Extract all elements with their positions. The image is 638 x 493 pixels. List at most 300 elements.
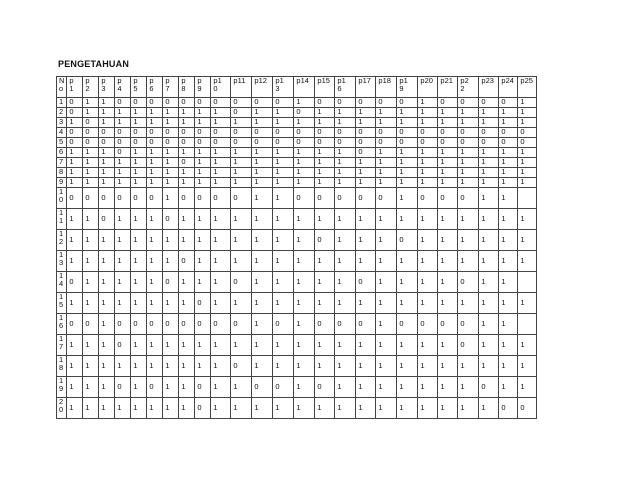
table-cell: 0 (147, 98, 163, 108)
table-cell: 0 (195, 398, 211, 419)
table-cell: 1 (252, 251, 273, 272)
table-cell: 1 (211, 168, 231, 178)
table-cell: 1 (397, 335, 418, 356)
table-cell: 1 (458, 251, 479, 272)
table-cell: 1 (418, 377, 438, 398)
table-cell: 1 (294, 209, 315, 230)
table-cell: 1 (356, 209, 376, 230)
table-cell: 1 (273, 178, 294, 188)
table-cell: 1 (163, 377, 179, 398)
table-cell: 0 (115, 148, 131, 158)
table-cell: 1 (273, 108, 294, 118)
table-cell: 1 (356, 377, 376, 398)
table-cell: 1 (163, 251, 179, 272)
header-p15: p15 (315, 77, 335, 98)
table-cell: 1 (499, 272, 518, 293)
table-cell: 1 (335, 118, 356, 128)
table-row (57, 377, 537, 398)
table-cell: 1 (418, 272, 438, 293)
table-cell: 1 (273, 335, 294, 356)
table-cell: 1 (397, 108, 418, 118)
table-cell: 1 (418, 158, 438, 168)
table-cell: 0 (252, 138, 273, 148)
table-cell: 0 (195, 377, 211, 398)
table-cell: 1 (231, 148, 252, 158)
row-number: 1 9 (57, 377, 67, 398)
table-cell: 1 (99, 356, 115, 377)
table-cell: 1 (499, 118, 518, 128)
table-cell: 0 (115, 377, 131, 398)
table-cell: 0 (458, 314, 479, 335)
table-cell: 1 (335, 293, 356, 314)
table-cell: 0 (499, 98, 518, 108)
table-cell: 1 (418, 118, 438, 128)
table-cell: 1 (356, 178, 376, 188)
table-cell: 1 (397, 148, 418, 158)
table-cell: 0 (115, 335, 131, 356)
table-cell: 1 (211, 356, 231, 377)
table-cell: 0 (195, 314, 211, 335)
table-row (57, 158, 537, 168)
table-cell: 0 (147, 377, 163, 398)
table-cell: 1 (294, 314, 315, 335)
table-cell: 1 (252, 168, 273, 178)
table-cell: 0 (115, 188, 131, 209)
table-cell: 1 (458, 118, 479, 128)
table-row (57, 118, 537, 128)
table-cell: 1 (518, 377, 537, 398)
table-cell: 1 (115, 168, 131, 178)
table-cell: 1 (179, 148, 195, 158)
table-cell: 1 (335, 251, 356, 272)
table-cell: 1 (99, 98, 115, 108)
table-cell: 0 (163, 272, 179, 293)
table-cell: 0 (231, 272, 252, 293)
header-p19: p1 9 (397, 77, 418, 98)
table-cell: 1 (179, 377, 195, 398)
table-cell: 1 (518, 158, 537, 168)
table-cell: 1 (147, 178, 163, 188)
table-cell: 0 (397, 138, 418, 148)
table-cell: 1 (131, 118, 147, 128)
table-cell: 1 (147, 168, 163, 178)
table-row (57, 188, 537, 209)
table-cell: 1 (458, 230, 479, 251)
table-cell: 1 (376, 178, 397, 188)
table-row (57, 148, 537, 158)
table-cell: 1 (438, 230, 458, 251)
table-cell: 1 (438, 398, 458, 419)
table-cell: 1 (131, 272, 147, 293)
table-cell: 0 (99, 138, 115, 148)
header-p6: p 6 (147, 77, 163, 98)
table-cell: 1 (195, 148, 211, 158)
table-cell: 1 (335, 209, 356, 230)
table-cell: 0 (99, 128, 115, 138)
table-cell: 1 (294, 98, 315, 108)
table-cell: 0 (418, 314, 438, 335)
table-cell: 1 (131, 398, 147, 419)
table-cell: 1 (438, 148, 458, 158)
table-cell: 1 (376, 272, 397, 293)
table-cell: 1 (315, 251, 335, 272)
table-cell: 1 (231, 377, 252, 398)
table-row (57, 251, 537, 272)
table-cell: 0 (518, 128, 537, 138)
table-cell: 1 (335, 272, 356, 293)
header-p24: p24 (499, 77, 518, 98)
table-cell: 1 (83, 98, 99, 108)
table-cell: 1 (479, 251, 499, 272)
table-cell: 1 (376, 356, 397, 377)
table-cell: 1 (518, 209, 537, 230)
table-cell: 1 (195, 251, 211, 272)
table-cell: 0 (499, 398, 518, 419)
table-cell: 1 (179, 335, 195, 356)
table-cell: 1 (147, 118, 163, 128)
table-cell: 0 (479, 138, 499, 148)
table-cell: 1 (131, 148, 147, 158)
table-cell: 0 (163, 98, 179, 108)
table-cell: 1 (115, 209, 131, 230)
table-cell: 0 (147, 314, 163, 335)
table-cell: 1 (231, 293, 252, 314)
table-cell: 1 (99, 377, 115, 398)
row-number: 9 (57, 178, 67, 188)
table-cell: 1 (418, 356, 438, 377)
row-number: 1 3 (57, 251, 67, 272)
table-cell: 1 (479, 398, 499, 419)
table-cell: 1 (231, 168, 252, 178)
table-cell: 1 (315, 209, 335, 230)
table-cell: 1 (376, 251, 397, 272)
table-cell: 0 (335, 138, 356, 148)
table-cell: 1 (99, 335, 115, 356)
table-cell: 1 (131, 168, 147, 178)
table-row (57, 209, 537, 230)
table-cell: 1 (479, 158, 499, 168)
row-number: 1 8 (57, 356, 67, 377)
table-cell: 0 (397, 230, 418, 251)
table-cell: 1 (163, 158, 179, 168)
table-cell: 1 (147, 209, 163, 230)
table-cell: 1 (252, 158, 273, 168)
table-cell: 1 (458, 356, 479, 377)
table-row (57, 108, 537, 118)
table-cell: 1 (376, 335, 397, 356)
table-cell: 0 (315, 314, 335, 335)
table-cell: 0 (231, 314, 252, 335)
table-cell: 1 (458, 108, 479, 118)
table-cell: 0 (211, 314, 231, 335)
table-cell: 0 (458, 98, 479, 108)
table-cell: 0 (195, 293, 211, 314)
row-number: 4 (57, 128, 67, 138)
table-cell: 1 (231, 118, 252, 128)
table-cell: 1 (335, 230, 356, 251)
table-cell: 1 (376, 314, 397, 335)
row-number: 2 (57, 108, 67, 118)
table-cell: 1 (294, 148, 315, 158)
header-p22: p2 2 (458, 77, 479, 98)
table-cell: 0 (115, 98, 131, 108)
table-cell: 1 (252, 188, 273, 209)
table-cell: 1 (499, 314, 518, 335)
table-cell: 1 (99, 178, 115, 188)
table-cell: 1 (518, 118, 537, 128)
table-cell: 1 (458, 158, 479, 168)
table-cell: 1 (179, 272, 195, 293)
header-p25: p25 (518, 77, 537, 98)
table-cell: 0 (356, 148, 376, 158)
table-cell: 1 (438, 356, 458, 377)
table-cell: 1 (418, 230, 438, 251)
table-cell: 1 (273, 148, 294, 158)
table-cell: 1 (356, 230, 376, 251)
table-cell: 0 (131, 314, 147, 335)
table-cell: 1 (356, 251, 376, 272)
table-cell: 1 (195, 230, 211, 251)
table-cell: 0 (195, 138, 211, 148)
table-cell: 1 (211, 158, 231, 168)
table-cell: 1 (83, 158, 99, 168)
table-cell: 1 (252, 108, 273, 118)
table-cell: 1 (315, 148, 335, 158)
row-number: 1 1 (57, 209, 67, 230)
table-cell: 1 (438, 118, 458, 128)
table-cell: 0 (315, 138, 335, 148)
table-cell: 1 (195, 209, 211, 230)
table-cell: 1 (115, 272, 131, 293)
table-cell: 1 (335, 148, 356, 158)
table-cell: 1 (438, 178, 458, 188)
table-cell: 1 (231, 158, 252, 168)
table-cell: 1 (479, 209, 499, 230)
table-cell: 0 (315, 98, 335, 108)
table-cell: 1 (83, 377, 99, 398)
header-p14: p14 (294, 77, 315, 98)
table-cell: 0 (67, 188, 83, 209)
table-cell: 1 (335, 335, 356, 356)
table-cell: 1 (418, 168, 438, 178)
table-cell: 1 (438, 108, 458, 118)
table-cell: 1 (179, 178, 195, 188)
table-cell: 0 (294, 138, 315, 148)
table-cell: 1 (418, 178, 438, 188)
table-cell: 1 (163, 398, 179, 419)
table-cell: 0 (163, 314, 179, 335)
table-cell: 1 (83, 251, 99, 272)
table-cell: 1 (418, 148, 438, 158)
table-cell: 1 (479, 168, 499, 178)
header-row (57, 77, 537, 98)
table-cell: 1 (252, 230, 273, 251)
table-cell: 1 (294, 168, 315, 178)
table-cell: 1 (231, 335, 252, 356)
table-cell: 1 (335, 178, 356, 188)
table-cell (518, 188, 537, 209)
table-cell: 1 (211, 178, 231, 188)
table-row (57, 178, 537, 188)
table-cell: 1 (479, 118, 499, 128)
row-number: 8 (57, 168, 67, 178)
table-cell: 1 (438, 293, 458, 314)
table-cell: 1 (67, 377, 83, 398)
table-cell: 1 (163, 148, 179, 158)
table-cell: 0 (131, 98, 147, 108)
table-cell: 1 (356, 158, 376, 168)
table-cell: 0 (67, 98, 83, 108)
table-cell: 0 (273, 314, 294, 335)
table-cell: 1 (376, 158, 397, 168)
table-cell: 1 (397, 178, 418, 188)
table-cell: 0 (458, 138, 479, 148)
table-cell: 1 (356, 356, 376, 377)
table-cell: 1 (179, 118, 195, 128)
table-cell: 1 (211, 377, 231, 398)
table-cell: 0 (458, 188, 479, 209)
table-cell (518, 272, 537, 293)
table-cell: 0 (211, 188, 231, 209)
table-cell: 1 (131, 209, 147, 230)
table-cell: 1 (163, 335, 179, 356)
table-cell: 1 (518, 335, 537, 356)
table-cell: 0 (315, 128, 335, 138)
table-cell: 1 (211, 272, 231, 293)
table-cell: 0 (273, 377, 294, 398)
table-cell: 1 (147, 293, 163, 314)
table-cell: 1 (67, 251, 83, 272)
row-number: 6 (57, 148, 67, 158)
table-cell: 1 (273, 168, 294, 178)
table-cell: 1 (211, 398, 231, 419)
table-cell: 0 (335, 128, 356, 138)
table-cell: 1 (479, 188, 499, 209)
table-cell: 1 (376, 118, 397, 128)
table-cell: 0 (438, 138, 458, 148)
table-cell: 0 (99, 209, 115, 230)
table-cell: 1 (83, 108, 99, 118)
table-cell: 0 (231, 188, 252, 209)
table-cell: 1 (99, 168, 115, 178)
table-cell: 1 (195, 158, 211, 168)
table-cell: 1 (315, 178, 335, 188)
header-p11: p11 (231, 77, 252, 98)
table-cell: 1 (499, 230, 518, 251)
table-cell: 0 (131, 188, 147, 209)
table-cell: 0 (252, 128, 273, 138)
table-cell: 1 (131, 230, 147, 251)
header-p23: p23 (479, 77, 499, 98)
table-cell: 1 (458, 293, 479, 314)
header-p16: p1 6 (335, 77, 356, 98)
table-cell: 1 (438, 272, 458, 293)
row-number: 3 (57, 118, 67, 128)
table-cell: 1 (518, 178, 537, 188)
table-cell: 1 (231, 209, 252, 230)
table-cell: 0 (273, 128, 294, 138)
table-cell: 1 (163, 356, 179, 377)
table-cell: 0 (179, 251, 195, 272)
table-cell: 1 (518, 168, 537, 178)
table-cell: 1 (67, 356, 83, 377)
table-cell: 1 (115, 178, 131, 188)
row-number: 1 6 (57, 314, 67, 335)
table-cell: 1 (195, 356, 211, 377)
table-cell: 0 (418, 188, 438, 209)
table-cell: 1 (479, 178, 499, 188)
table-cell: 0 (163, 138, 179, 148)
table-cell: 1 (458, 148, 479, 158)
table-cell: 0 (195, 98, 211, 108)
table-cell: 0 (356, 188, 376, 209)
table-row (57, 128, 537, 138)
table-cell: 0 (163, 209, 179, 230)
table-cell: 1 (315, 158, 335, 168)
table-row (57, 98, 537, 108)
header-p5: p 5 (131, 77, 147, 98)
table-cell: 1 (115, 230, 131, 251)
table-cell: 1 (356, 293, 376, 314)
table-cell: 1 (252, 209, 273, 230)
table-cell: 1 (376, 398, 397, 419)
table-cell: 0 (479, 377, 499, 398)
table-cell: 0 (147, 188, 163, 209)
table-cell: 1 (418, 108, 438, 118)
table-cell: 1 (294, 335, 315, 356)
table-cell: 0 (67, 314, 83, 335)
table-cell: 1 (115, 356, 131, 377)
table-cell: 0 (315, 188, 335, 209)
table-cell: 1 (438, 251, 458, 272)
table-cell: 1 (273, 118, 294, 128)
table-cell: 0 (438, 314, 458, 335)
table-cell: 1 (315, 272, 335, 293)
table-row (57, 293, 537, 314)
table-cell: 1 (99, 398, 115, 419)
table-row (57, 230, 537, 251)
table-cell: 1 (518, 251, 537, 272)
table-cell: 1 (438, 168, 458, 178)
table-cell: 1 (195, 108, 211, 118)
table-cell: 1 (335, 168, 356, 178)
table-cell: 1 (83, 209, 99, 230)
row-number: 2 0 (57, 398, 67, 419)
table-cell: 1 (458, 398, 479, 419)
table-cell: 1 (518, 356, 537, 377)
table-cell: 1 (294, 251, 315, 272)
table-cell: 1 (195, 335, 211, 356)
table-cell: 1 (147, 230, 163, 251)
table-cell: 1 (294, 178, 315, 188)
table-cell: 1 (67, 335, 83, 356)
header-p18: p18 (376, 77, 397, 98)
table-cell: 1 (376, 168, 397, 178)
table-cell: 1 (273, 398, 294, 419)
table-cell: 0 (438, 98, 458, 108)
table-cell: 1 (418, 335, 438, 356)
table-cell: 1 (273, 251, 294, 272)
table-cell: 0 (356, 272, 376, 293)
table-cell: 0 (458, 335, 479, 356)
table-cell: 1 (99, 118, 115, 128)
table-cell: 0 (499, 128, 518, 138)
table-cell: 0 (252, 98, 273, 108)
table-cell: 0 (83, 138, 99, 148)
table-cell: 0 (252, 377, 273, 398)
table-cell: 1 (356, 398, 376, 419)
table-cell: 0 (83, 128, 99, 138)
